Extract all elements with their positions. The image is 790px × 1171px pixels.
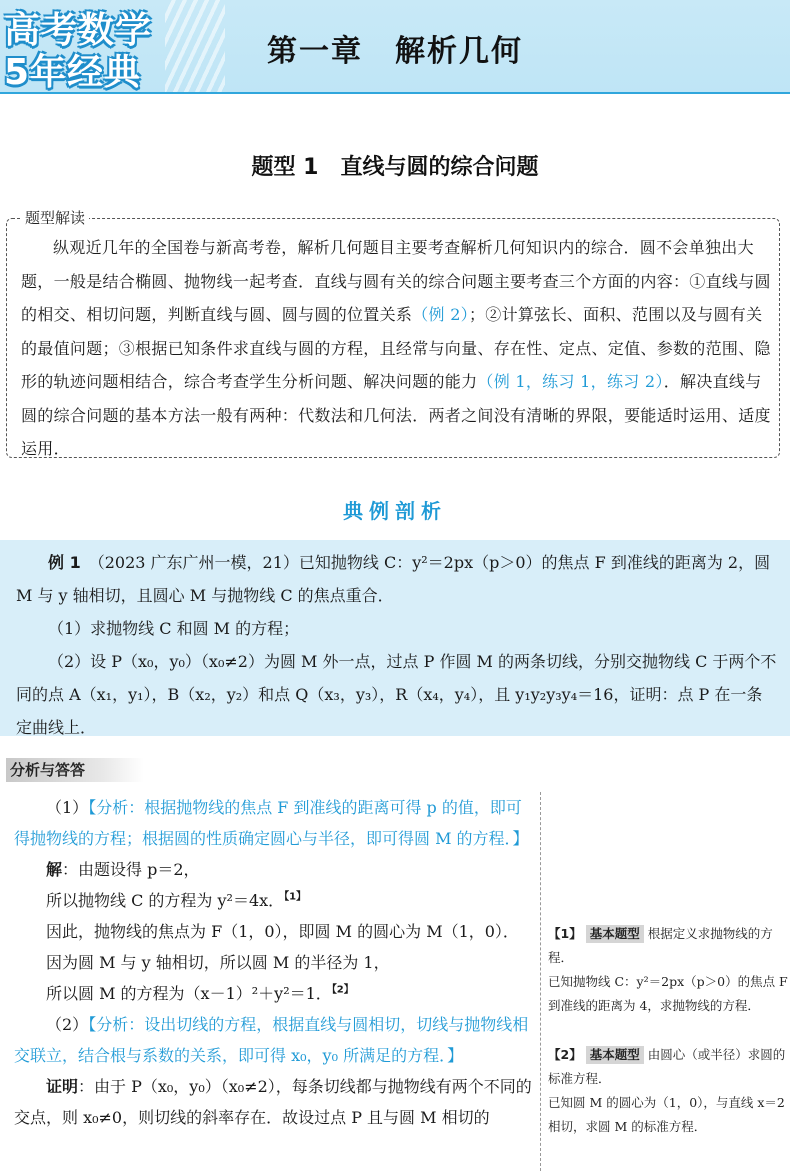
proof-line <box>14 1071 534 1133</box>
step-1-num: （1） <box>46 798 89 817</box>
intro-text-c: ．解决直线与圆的综合问题的基本方法一般有两种：代数法和几何法．两者之间没有清晰的界限，要能适时运用、适度运用． <box>21 372 771 458</box>
side-note-1-tag: 基本题型 <box>586 925 644 943</box>
side-note-2 <box>548 1043 788 1139</box>
example-stem-text: （2023 广东广州一模，21）已知抛物线 C：y²＝2px（p＞0）的焦点 F 到准线的距离为 2，圆 M 与 y 轴相切，且圆心 M 与抛物线 C 的焦点重合． <box>16 553 771 605</box>
note-ref-2: 【2】 <box>331 984 354 996</box>
intro-text-a: 纵观近几年的全国卷与新高考卷，解析几何题目主要考查解析几何知识内的综合．圆不会单独出大题，一般是结合椭圆、抛物线一起考查．直线与圆有关的综合问题主要考查三个方面的内容：①直线与圆的相交、相切问题，判断直线与圆、圆与圆的位置关系 <box>21 238 771 324</box>
solution-line-2-text: 所以抛物线 C 的方程为 y²＝4x． <box>46 891 285 910</box>
intro-box <box>6 209 780 458</box>
solution-line-3: 因此，抛物线的焦点为 F（1，0），即圆 M 的圆心为 M（1，0）． <box>46 922 519 941</box>
side-note-2-num: 【2】 <box>548 1047 582 1062</box>
intro-ref-b: （例 1，练习 1，练习 2） <box>477 372 664 391</box>
chapter-title: 第一章 解析几何 <box>267 34 523 69</box>
step-1-hint: 【分析：根据抛物线的焦点 F 到准线的距离可得 p 的值，即可得抛物线的方程；根据圆的性质确定圆心与半径，即可得圆 M 的方程．】 <box>14 798 529 848</box>
side-note-1-body: 已知抛物线 C：y²＝2px（p＞0）的焦点 F 到准线的距离为 4，求抛物线的方程． <box>548 974 788 1013</box>
side-note-1-num: 【1】 <box>548 926 582 941</box>
solution <box>14 792 534 1133</box>
solution-line-1 <box>14 854 534 885</box>
intro-label: 题型解读 <box>21 207 89 228</box>
example-part-1: （1）求抛物线 C 和圆 M 的方程； <box>48 619 300 638</box>
proof-text: ：由于 P（x₀，y₀）（x₀≠2），每条切线都与抛物线有两个不同的交点，则 x₀≠0，则切线的斜率存在．故设过点 P 且与圆 M 相切的 <box>14 1077 532 1127</box>
analysis-tag: 分析与答答 <box>6 758 144 782</box>
note-ref-1: 【1】 <box>284 891 307 903</box>
step-2-hint: 【分析：设出切线的方程，根据直线与圆相切，切线与抛物线相交联立，结合根与系数的关系，即可得 x₀，y₀ 所满足的方程．】 <box>14 1015 529 1065</box>
solution-line-5 <box>14 978 534 1009</box>
step-2-num: （2） <box>46 1015 89 1034</box>
logo-line-1: 高考数学 <box>4 10 153 51</box>
side-note-1 <box>548 922 788 1018</box>
side-note-1-title: 根据定义求抛物线的方程． <box>548 926 773 965</box>
side-note-2-title: 由圆心（或半径）求圆的标准方程． <box>548 1047 786 1086</box>
example-stem <box>16 546 778 612</box>
solution-label: 解 <box>46 860 63 879</box>
side-note-2-tag: 基本题型 <box>586 1046 644 1064</box>
solution-line-2 <box>14 885 534 916</box>
example-part-2: （2）设 P（x₀，y₀）（x₀≠2）为圆 M 外一点，过点 P 作圆 M 的两条切线，分别交抛物线 C 于两个不同的点 A（x₁，y₁），B（x₂，y₂）和点 Q（x₃，y₃），R（x₄，y₄），且 y₁y₂y₃y₄＝16，证明：点 P 在一条定曲线上． <box>16 652 777 737</box>
solution-line-4: 因为圆 M 与 y 轴相切，所以圆 M 的半径为 1， <box>46 953 390 972</box>
solution-step-2 <box>14 1009 534 1071</box>
intro-text <box>21 231 773 466</box>
proof-label: 证明 <box>46 1077 79 1096</box>
example-box <box>0 540 790 736</box>
example-label: 例 1 <box>48 553 81 572</box>
solution-line-1-text: ：由题设得 p＝2， <box>62 860 200 879</box>
header-band <box>0 0 790 94</box>
logo-line-2: 5年经典 <box>4 52 142 93</box>
section-title: 题型 1 直线与圆的综合问题 <box>251 155 539 180</box>
example-text <box>16 546 778 744</box>
examples-heading: 典例剖析 <box>343 499 447 523</box>
solution-line-5-text: 所以圆 M 的方程为（x－1）²＋y²＝1． <box>46 984 332 1003</box>
intro-ref-a: （例 2） <box>412 305 469 324</box>
intro-text-b: ；②计算弦长、面积、范围以及与圆有关的最值问题；③根据已知条件求直线与圆的方程，且经常与向量、存在性、定点、定值、参数的范围、隐形的轨迹问题相结合，综合考查学生分析问题、解决问题的能力 <box>21 305 771 391</box>
solution-step-1 <box>14 792 534 854</box>
margin-divider <box>540 792 541 1171</box>
side-note-2-body: 已知圆 M 的圆心为（1，0），与直线 x＝2 相切，求圆 M 的标准方程． <box>548 1095 785 1134</box>
